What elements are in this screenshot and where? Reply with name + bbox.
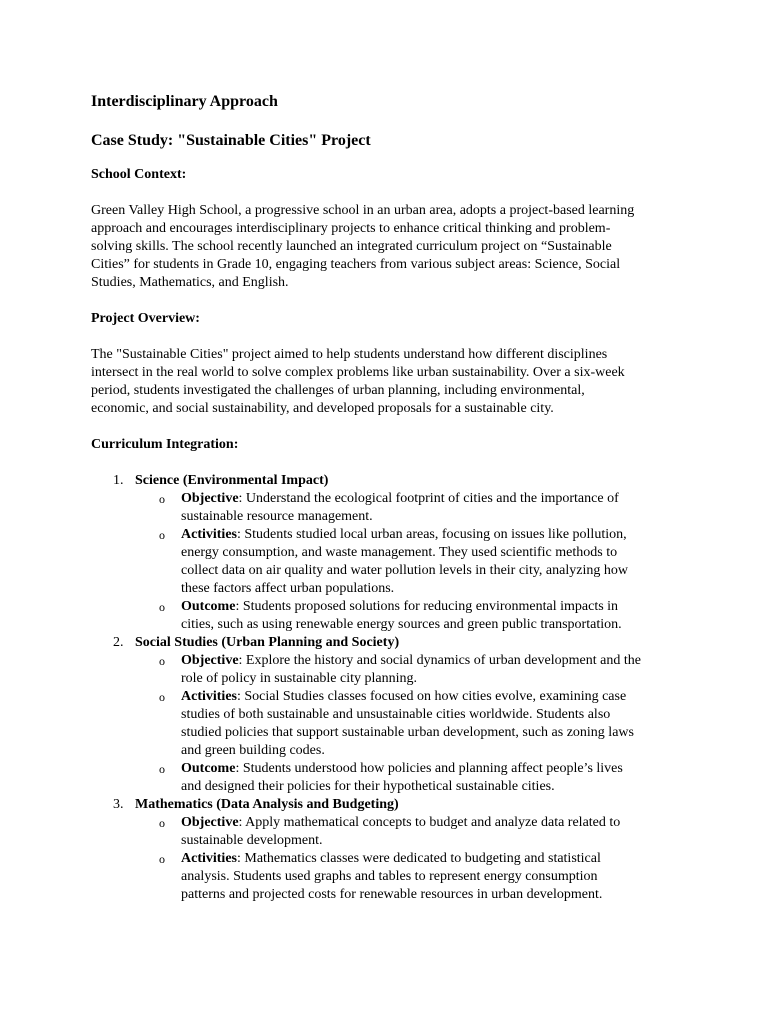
hollow-bullet-icon: o	[159, 762, 165, 776]
paragraph-line: intersect in the real world to solve complex problems like urban sustainability. Over a six-week	[91, 365, 625, 380]
subject-detail-list	[135, 490, 691, 634]
document-title: Interdisciplinary Approach	[91, 93, 278, 110]
paragraph-line: period, students investigated the challenges of urban planning, including environmental,	[91, 383, 585, 398]
item-text: and designed their policies for their hypothetical sustainable cities.	[181, 779, 555, 794]
subject-detail-list	[135, 814, 691, 904]
item-text: : Explore the history and social dynamics of urban development and the	[238, 653, 641, 668]
paragraph-line: Studies, Mathematics, and English.	[91, 275, 289, 290]
item-text: patterns and projected costs for renewable resources in urban development.	[181, 887, 603, 902]
hollow-bullet-icon: o	[159, 492, 165, 506]
subject-item	[91, 634, 691, 796]
item-text: : Students understood how policies and planning affect people’s lives	[235, 761, 623, 776]
item-text: studied policies that support sustainable urban development, such as zoning laws	[181, 725, 634, 740]
subject-detail-list	[135, 652, 691, 796]
hollow-bullet-icon: o	[159, 816, 165, 830]
hollow-bullet-icon: o	[159, 600, 165, 614]
school-context-heading: School Context:	[91, 167, 187, 182]
list-item	[135, 688, 691, 760]
item-text: analysis. Students used graphs and tables to represent energy consumption	[181, 869, 598, 884]
item-text: : Students proposed solutions for reducing environmental impacts in	[235, 599, 619, 614]
item-term: Objective	[181, 491, 239, 506]
item-term: Activities	[181, 527, 237, 542]
item-term: Outcome	[181, 761, 236, 776]
list-item	[135, 526, 691, 598]
item-term: Activities	[181, 689, 237, 704]
item-text: energy consumption, and waste management. They used scientific methods to	[181, 545, 618, 560]
item-text: and green building codes.	[181, 743, 325, 758]
list-item	[135, 814, 691, 850]
paragraph-line: approach and encourages interdisciplinary projects to enhance critical thinking and problem-	[91, 221, 611, 236]
hollow-bullet-icon: o	[159, 654, 165, 668]
curriculum-integration-heading: Curriculum Integration:	[91, 437, 239, 452]
project-overview-heading: Project Overview:	[91, 311, 200, 326]
item-text: : Students studied local urban areas, focusing on issues like pollution,	[236, 527, 627, 542]
hollow-bullet-icon: o	[159, 690, 165, 704]
paragraph-line: Cities” for students in Grade 10, engaging teachers from various subject areas: Science, Social	[91, 257, 621, 272]
school-context-paragraph	[91, 202, 681, 292]
item-text: : Social Studies classes focused on how cities evolve, examining case	[236, 689, 627, 704]
item-text: cities, such as using renewable energy sources and green public transportation.	[181, 617, 622, 632]
paragraph-line: The "Sustainable Cities" project aimed to help students understand how different disciplines	[91, 347, 608, 362]
subject-title: Science (Environmental Impact)	[135, 473, 329, 488]
list-item	[135, 598, 691, 634]
item-term: Objective	[181, 653, 239, 668]
document-page	[91, 92, 691, 904]
item-text: : Apply mathematical concepts to budget and analyze data related to	[238, 815, 621, 830]
item-text: collect data on air quality and water pollution levels in their city, analyzing how	[181, 563, 628, 578]
subject-number: 3.	[113, 797, 124, 812]
item-text: sustainable resource management.	[181, 509, 373, 524]
item-text: these factors affect urban populations.	[181, 581, 395, 596]
item-text: role of policy in sustainable city planning.	[181, 671, 418, 686]
item-term: Activities	[181, 851, 237, 866]
item-text: studies of both sustainable and unsustainable cities worldwide. Students also	[181, 707, 611, 722]
subject-number: 1.	[113, 473, 124, 488]
hollow-bullet-icon: o	[159, 528, 165, 542]
subject-item	[91, 472, 691, 634]
subject-title: Mathematics (Data Analysis and Budgeting)	[135, 797, 399, 812]
list-item	[135, 652, 691, 688]
item-term: Outcome	[181, 599, 236, 614]
item-text: : Mathematics classes were dedicated to budgeting and statistical	[236, 851, 601, 866]
subject-list	[91, 472, 691, 904]
list-item	[135, 490, 691, 526]
list-item	[135, 850, 691, 904]
paragraph-line: economic, and social sustainability, and developed proposals for a sustainable city.	[91, 401, 554, 416]
case-study-heading: Case Study: "Sustainable Cities" Project	[91, 132, 371, 149]
hollow-bullet-icon: o	[159, 852, 165, 866]
subject-title: Social Studies (Urban Planning and Society)	[135, 635, 400, 650]
item-term: Objective	[181, 815, 239, 830]
project-overview-paragraph	[91, 346, 681, 418]
list-item	[135, 760, 691, 796]
subject-item	[91, 796, 691, 904]
item-text: sustainable development.	[181, 833, 323, 848]
item-text: : Understand the ecological footprint of cities and the importance of	[238, 491, 619, 506]
subject-number: 2.	[113, 635, 124, 650]
paragraph-line: Green Valley High School, a progressive school in an urban area, adopts a project-based learning	[91, 203, 635, 218]
paragraph-line: solving skills. The school recently launched an integrated curriculum project on “Sustainable	[91, 239, 612, 254]
